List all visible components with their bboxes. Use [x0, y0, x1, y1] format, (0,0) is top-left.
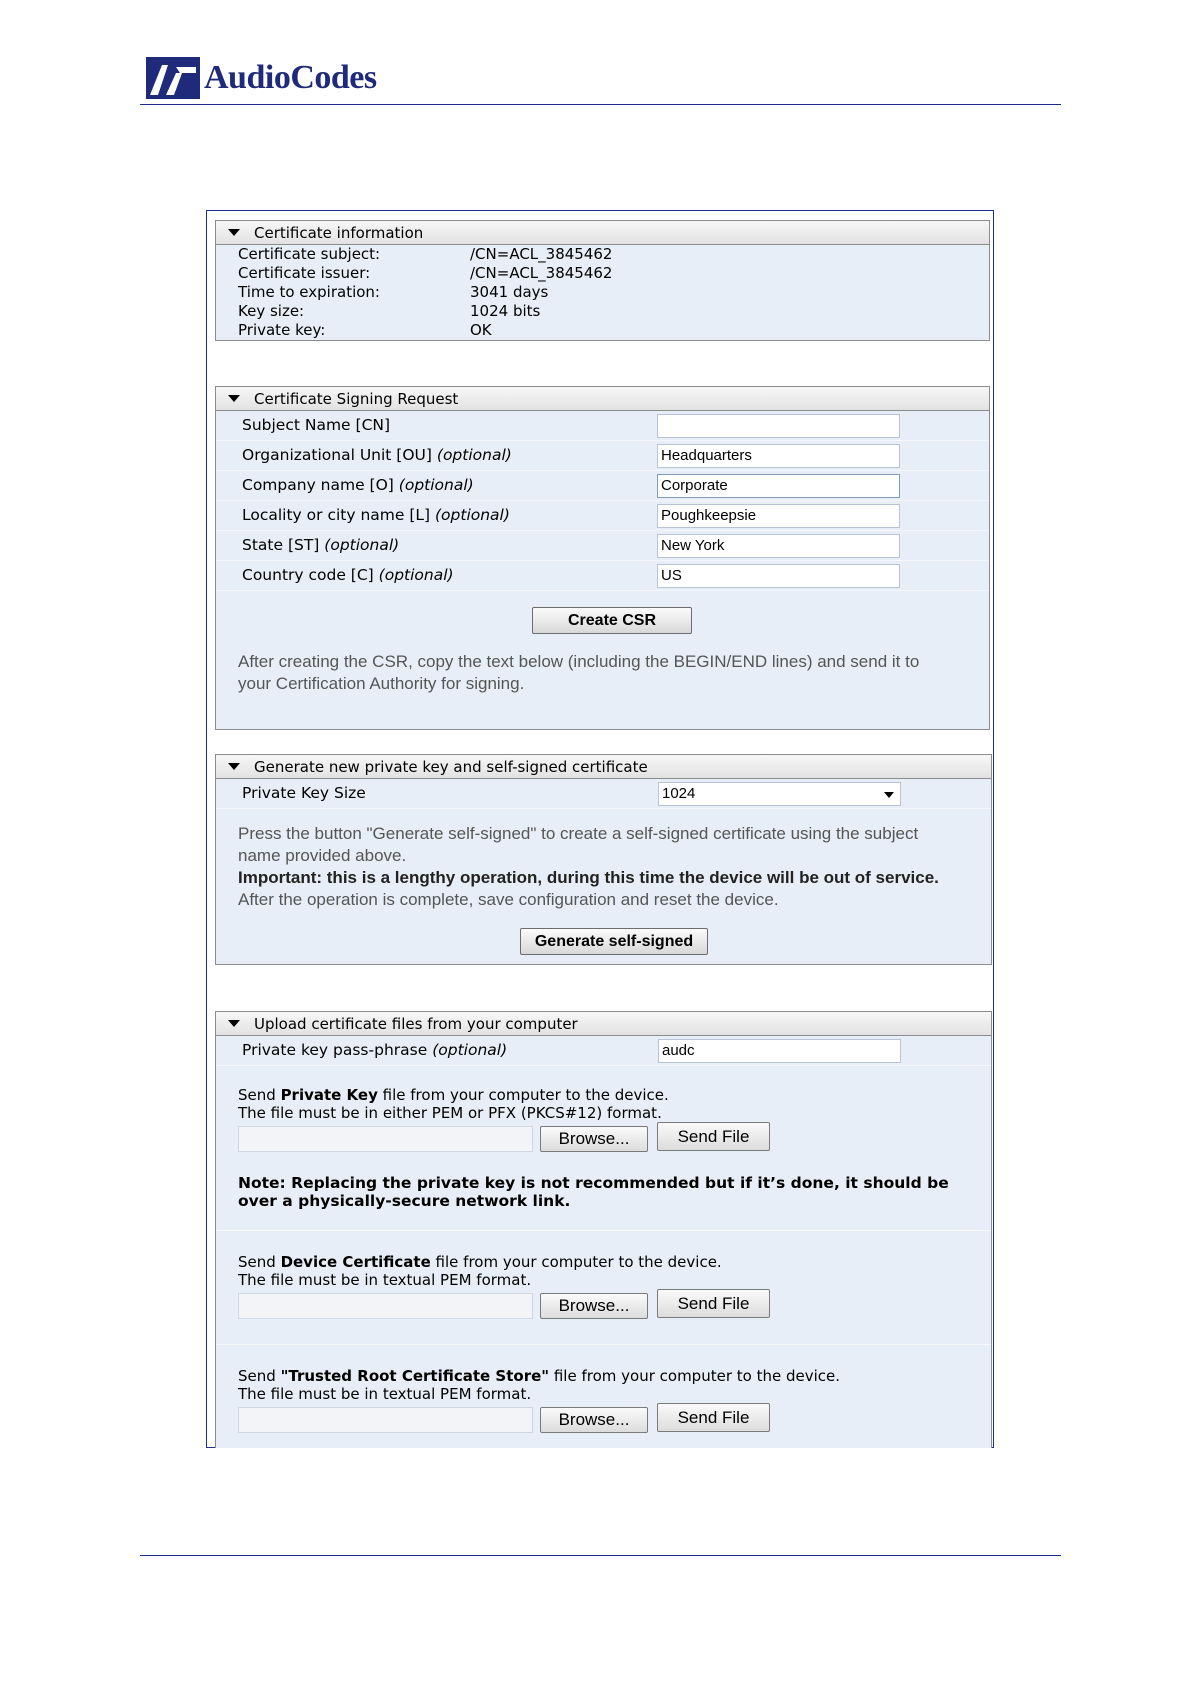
- csr-field-row: [216, 411, 989, 441]
- browse-button[interactable]: Browse...: [540, 1293, 648, 1319]
- browse-button[interactable]: Browse...: [540, 1407, 648, 1433]
- info-row: [216, 245, 989, 264]
- csr-field-row: [216, 501, 989, 531]
- passphrase-input[interactable]: audc: [658, 1039, 901, 1063]
- info-value: 3041 days: [470, 283, 549, 301]
- info-value: OK: [470, 321, 492, 339]
- info-label: Private key:: [238, 321, 326, 339]
- footer-rule: [140, 1555, 1061, 1556]
- field-label: Country code [C] (optional): [242, 566, 454, 584]
- self-signed-panel: [215, 754, 992, 965]
- field-label: Locality or city name [L] (optional): [242, 506, 510, 524]
- collapse-arrow-icon[interactable]: [228, 395, 240, 402]
- field-label: Subject Name [CN]: [242, 416, 391, 434]
- company-name-input[interactable]: Corporate: [657, 474, 900, 498]
- info-row: [216, 321, 989, 340]
- dropdown-arrow-icon[interactable]: [884, 792, 894, 798]
- locality-input[interactable]: Poughkeepsie: [657, 504, 900, 528]
- divider: [216, 1344, 991, 1345]
- panel-header[interactable]: [216, 755, 991, 779]
- info-label: Key size:: [238, 302, 305, 320]
- trusted-root-file-input[interactable]: [238, 1407, 533, 1433]
- private-key-file-input[interactable]: [238, 1126, 533, 1152]
- trusted-root-instructions: Send "Trusted Root Certificate Store" file from your computer to the device. The file must be in textual PEM format.: [238, 1367, 841, 1403]
- info-row: [216, 264, 989, 283]
- organizational-unit-input[interactable]: Headquarters: [657, 444, 900, 468]
- certificate-information-panel: [215, 220, 990, 341]
- screenshot-frame: [206, 210, 994, 1448]
- private-key-instructions: Send Private Key file from your computer to the device. The file must be in either PEM or PFX (PKCS#12) format.: [238, 1086, 669, 1122]
- csr-field-row: [216, 561, 989, 591]
- generate-self-signed-button[interactable]: Generate self-signed: [520, 928, 708, 955]
- send-file-button[interactable]: Send File: [657, 1289, 770, 1318]
- field-label: State [ST] (optional): [242, 536, 400, 554]
- upload-panel: [215, 1011, 992, 1448]
- select-value: 1024: [662, 785, 696, 802]
- create-csr-button[interactable]: Create CSR: [532, 607, 692, 634]
- country-code-input[interactable]: US: [657, 564, 900, 588]
- send-file-button[interactable]: Send File: [657, 1403, 770, 1432]
- self-signed-note: Press the button "Generate self-signed" to create a self-signed certificate using the subject name provided above. Important: this is a lengthy operation, during this time the device will be out of service. After the operation is complete, save configuration and reset the device.: [238, 824, 939, 909]
- audiocodes-logo: [146, 56, 377, 100]
- passphrase-row: [216, 1036, 991, 1066]
- divider: [216, 1230, 991, 1231]
- panel-title: Generate new private key and self-signed certificate: [254, 757, 648, 776]
- important-warning: Important: this is a lengthy operation, during this time the device will be out of service.: [238, 868, 939, 887]
- collapse-arrow-icon[interactable]: [228, 229, 240, 236]
- state-input[interactable]: New York: [657, 534, 900, 558]
- browse-button[interactable]: Browse...: [540, 1126, 648, 1152]
- panel-header[interactable]: [216, 1012, 991, 1036]
- csr-field-row: [216, 441, 989, 471]
- device-certificate-file-input[interactable]: [238, 1293, 533, 1319]
- private-key-warning: Note: Replacing the private key is not recommended but if it’s done, it should be over a physically-secure network link.: [238, 1174, 949, 1210]
- key-size-row: [216, 779, 991, 809]
- csr-field-row: [216, 471, 989, 501]
- info-value: 1024 bits: [470, 302, 541, 320]
- csr-panel: [215, 386, 990, 730]
- info-value: /CN=ACL_3845462: [470, 245, 613, 263]
- panel-header[interactable]: [216, 221, 989, 245]
- panel-header[interactable]: [216, 387, 989, 411]
- subject-name-input[interactable]: [657, 414, 900, 438]
- csr-field-row: [216, 531, 989, 561]
- device-certificate-instructions: Send Device Certificate file from your computer to the device. The file must be in textual PEM format.: [238, 1253, 722, 1289]
- info-label: Certificate subject:: [238, 245, 381, 263]
- collapse-arrow-icon[interactable]: [228, 763, 240, 770]
- info-value: /CN=ACL_3845462: [470, 264, 613, 282]
- field-label: Private Key Size: [242, 784, 366, 802]
- field-label: Private key pass-phrase (optional): [242, 1041, 508, 1059]
- info-label: Time to expiration:: [238, 283, 380, 301]
- panel-title: Upload certificate files from your computer: [254, 1014, 578, 1033]
- panel-title: Certificate information: [254, 223, 424, 242]
- brand-name: AudioCodes: [204, 59, 377, 96]
- header-rule: [140, 104, 1061, 105]
- info-row: [216, 302, 989, 321]
- csr-note: After creating the CSR, copy the text below (including the BEGIN/END lines) and send it to your Certification Authority for signing.: [238, 652, 920, 693]
- send-file-button[interactable]: Send File: [657, 1122, 770, 1151]
- private-key-size-select[interactable]: [658, 782, 901, 806]
- collapse-arrow-icon[interactable]: [228, 1020, 240, 1027]
- field-label: Company name [O] (optional): [242, 476, 474, 494]
- panel-title: Certificate Signing Request: [254, 389, 459, 408]
- audiocodes-logo-icon: [146, 57, 200, 99]
- info-label: Certificate issuer:: [238, 264, 371, 282]
- info-row: [216, 283, 989, 302]
- field-label: Organizational Unit [OU] (optional): [242, 446, 512, 464]
